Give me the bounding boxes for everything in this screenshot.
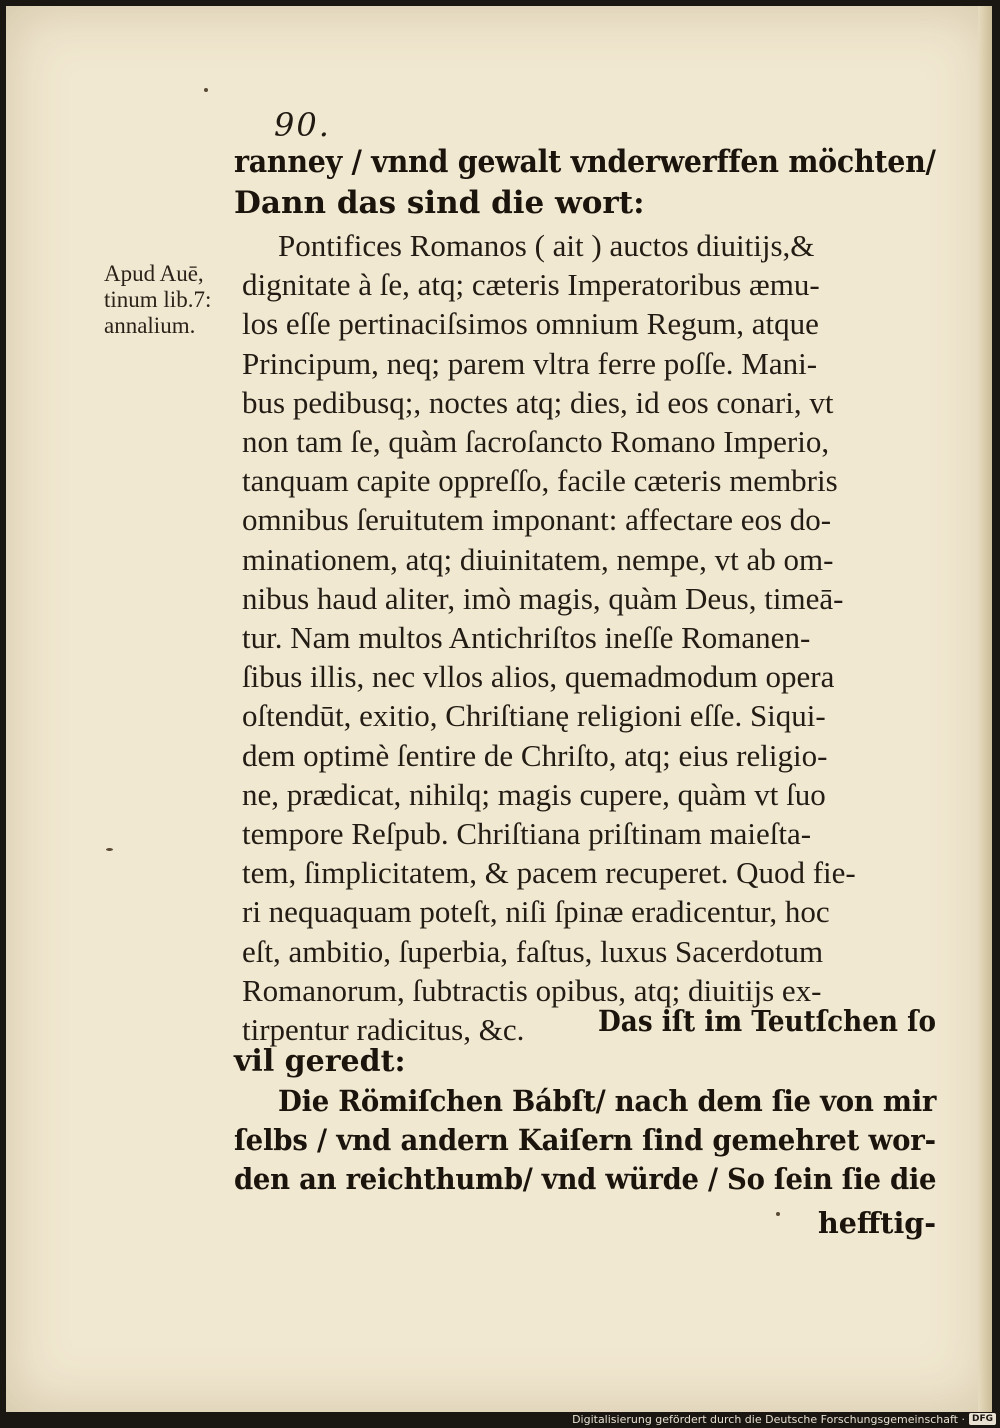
german-continuation-inline: Das iſt im Teutſchen ſo	[598, 1004, 937, 1038]
catchword: hefftig-	[818, 1206, 937, 1240]
latin-line: Romanorum, ſubtractis opibus, atq; diuitijs ex-	[242, 972, 822, 1008]
latin-line: Principum, neq; parem vltra ferre poſſe. Mani-	[242, 345, 818, 381]
german-intro-line-2: Dann das sind die wort:	[234, 185, 645, 221]
german-closing-line-2: ſelbs / vnd andern Kaiſern ſind gemehret wor-	[234, 1123, 936, 1157]
digitization-footer	[572, 1412, 996, 1426]
latin-line: ri nequaquam poteſt, niſi ſpinæ eradicentur, hoc	[242, 894, 830, 930]
latin-line: minationem, atq; diuinitatem, nempe, vt ab om-	[242, 541, 834, 577]
latin-line: tempore Reſpub. Chriſtiana priſtinam maieſta-	[242, 816, 812, 851]
latin-line: non tam ſe, quàm ſacroſancto Romano Imperio,	[242, 424, 830, 459]
latin-line: dignitate à ſe, atq; cæteris Imperatoribus æmu-	[242, 267, 820, 303]
latin-line: omnibus ſeruitutem imponant: affectare eos do-	[242, 502, 832, 538]
paper-speck	[776, 1212, 780, 1216]
latin-line: ne, prædicat, nihilq; magis cupere, quàm vt ſuo	[242, 776, 826, 812]
book-page	[6, 6, 992, 1412]
paper-speck	[106, 848, 113, 851]
german-closing-line-3: den an reichthumb/ vnd würde / So ſein ſie die	[234, 1162, 937, 1196]
margin-note	[104, 261, 211, 339]
latin-line: los eſſe pertinaciſsimos omnium Regum, atque	[242, 306, 819, 342]
margin-note-line: annalium.	[104, 313, 196, 338]
german-intro-line-1: ranney / vnnd gewalt vnderwerffen möchten/	[234, 144, 936, 180]
latin-line: oſtendūt, exitio, Chriſtianę religioni eſſe. Siqui-	[242, 698, 826, 734]
latin-line: dem optimè ſentire de Chriſto, atq; eius religio-	[242, 737, 828, 773]
dfg-logo: DFG	[969, 1413, 996, 1425]
page-edge	[978, 6, 992, 1412]
latin-line: eſt, ambitio, ſuperbia, faſtus, luxus Sacerdotum	[242, 933, 824, 969]
german-closing-line-1: Die Römiſchen Bábſt/ nach dem ſie von mir	[278, 1084, 937, 1118]
margin-note-line: Apud Auē,	[104, 261, 204, 286]
page-number: 90.	[274, 106, 331, 144]
margin-note-line: tinum lib.7:	[104, 287, 212, 312]
paper-speck	[204, 88, 208, 92]
latin-line: Pontifices Romanos ( ait ) auctos diuitijs,&	[278, 228, 815, 263]
footer-text: Digitalisierung gefördert durch die Deutsche Forschungsgemeinschaft ·	[572, 1412, 965, 1426]
latin-line: tem, ſimplicitatem, & pacem recuperet. Quod fie-	[242, 855, 856, 891]
german-line-after: vil geredt:	[234, 1044, 406, 1079]
latin-line: bus pedibusq;, noctes atq; dies, id eos conari, vt	[242, 384, 834, 420]
latin-line: tur. Nam multos Antichriſtos ineſſe Romanen-	[242, 620, 811, 655]
latin-line: tirpentur radicitus, &c.	[242, 1012, 525, 1047]
latin-line: ſibus illis, nec vllos alios, quemadmodum opera	[242, 659, 835, 695]
latin-line: nibus haud aliter, imò magis, quàm Deus, timeā-	[242, 580, 844, 616]
latin-line: tanquam capite oppreſſo, facile cæteris membris	[242, 463, 838, 499]
